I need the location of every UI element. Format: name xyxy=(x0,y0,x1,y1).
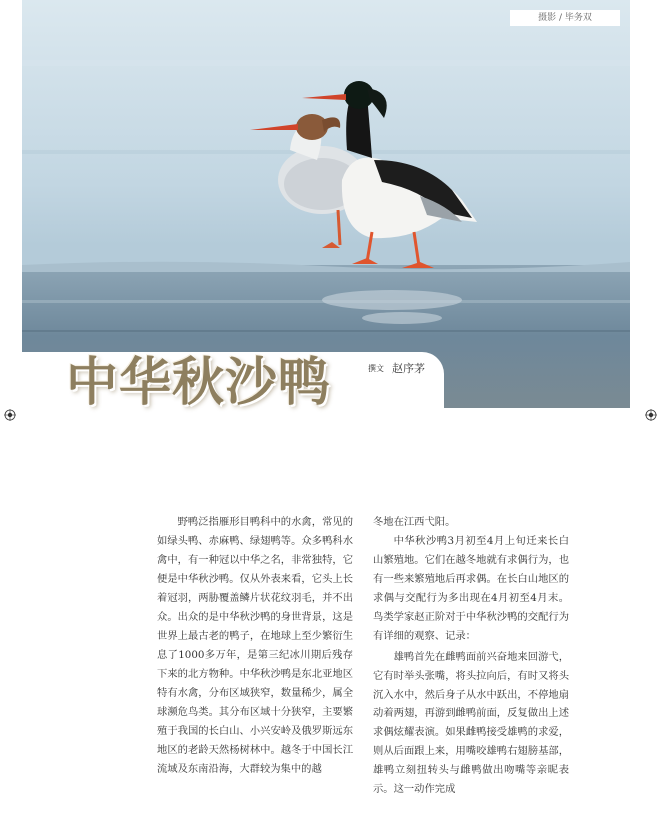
article-title: 中华秋沙鸭 xyxy=(66,352,332,413)
cover-photo xyxy=(22,0,630,408)
byline xyxy=(368,360,425,376)
body-paragraph-continued: 冬地在江西弋阳。 xyxy=(373,516,456,528)
body-paragraph: 中华秋沙鸭3月初至4月上旬迁来长白山繁殖地。它们在越冬地就有求偶行为，也有一些来繁殖地后再求偶。在长白山地区的求偶与交配行为多出现在4月初至4月末。鸟类学家赵正阶对于中华秋沙鸭的交配行为有详细的观察、记录： xyxy=(373,535,569,642)
text-column-left xyxy=(157,513,353,779)
text-column-right xyxy=(373,513,569,799)
photo-credit: 摄影 / 毕务双 xyxy=(510,10,620,26)
author-name: 赵序茅 xyxy=(392,362,425,375)
byline-label: 撰文 xyxy=(368,364,384,373)
registration-mark-icon xyxy=(4,409,16,421)
quoted-observation: 雄鸭首先在雌鸭面前兴奋地来回游弋，它有时举头张嘴，将头拉向后，有时又将头沉入水中，然后身子从水中跃出，不停地扇动着两翅，再游到雌鸭前面，反复做出上述求偶炫耀表演。如果雌鸭接受雄鸭的求爱，则从后面跟上来，用嘴咬雄鸭右翅膀基部，雄鸭立刻扭转头与雌鸭做出吻嘴等亲昵表示。这一动作完成 xyxy=(373,652,569,795)
registration-mark-icon xyxy=(645,409,657,421)
body-paragraph: 野鸭泛指雁形目鸭科中的水禽，常见的如绿头鸭、赤麻鸭、绿翅鸭等。众多鸭科水禽中，有一种冠以中华之名，非常独特，它便是中华秋沙鸭。仅从外表来看，它头上长着冠羽，两胁覆盖鳞片状花纹羽毛，并不出众。出众的是中华秋沙鸭的身世背景，这是世界上最古老的鸭子，在地球上至少繁衍生息了1000多万年，是第三纪冰川期后残存下来的北方物种。中华秋沙鸭是东北亚地区特有水禽，分布区域狭窄，数量稀少，属全球濒危鸟类。其分布区域十分狭窄，主要繁殖于我国的长白山、小兴安岭及俄罗斯远东地区的老龄天然杨树林中。越冬于中国长江流域及东南沿海，大群较为集中的越 xyxy=(157,516,353,775)
mergansers-photo-graphic xyxy=(22,0,630,408)
